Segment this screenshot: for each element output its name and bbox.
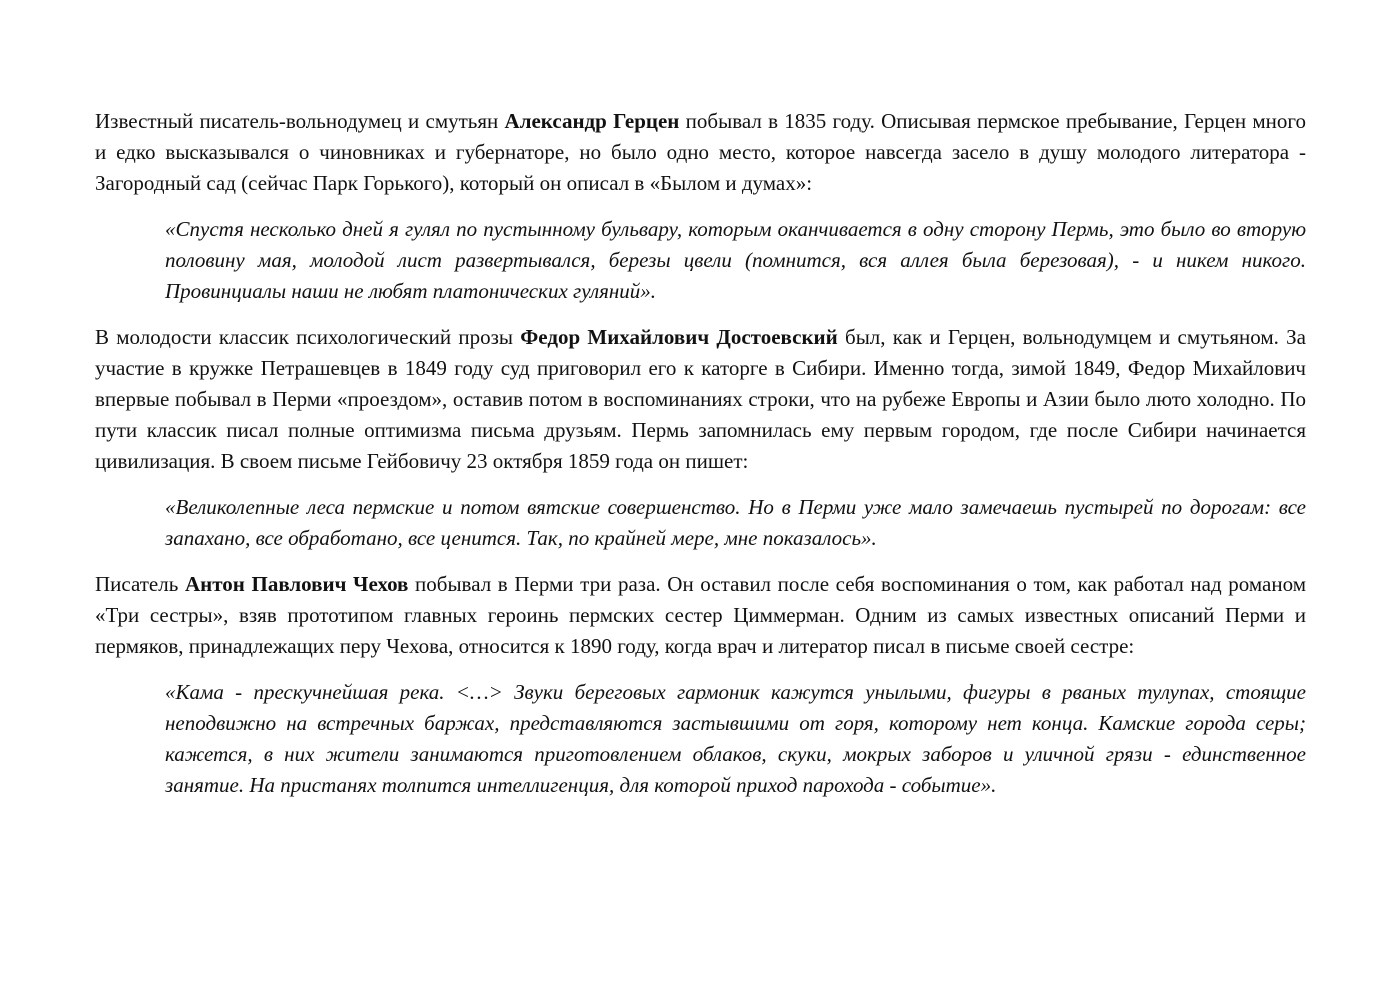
paragraph-dostoevsky-body: был, как и Герцен, вольнодумцем и смутьяном. За участие в кружке Петрашевцев в 1849 году суд приговорил его к каторге в Сибири. Именно тогда, зимой 1849, Федор Михайлович впервые побывал в Перми «проездом», оставив потом в воспоминаниях строки, что на рубеже Европы и Азии было люто холодно. По пути классик писал полные оптимизма письма друзьям. Пермь запомнилась ему первым городом, где после Сибири начинается цивилизация. В своем письме Гейбовичу 23 октября 1859 года он пишет: [95,325,1307,473]
paragraph-herzen-body: побывал в 1835 году. Описывая пермское пребывание, Герцен много и едко высказывался о чиновниках и губернаторе, но было одно место, которое навсегда засело в душу молодого литератора - Загородный сад (сейчас Парк Горького), который он описал в «Былом и думах»: [95,109,1306,195]
paragraph-chekhov-body: побывал в Перми три раза. Он оставил после себя воспоминания о том, как работал над романом «Три сестры», взяв прототипом главных героинь пермских сестер Циммерман. Одним из самых известных описаний Перми и пермяков, принадлежащих перу Чехова, относится к 1890 году, когда врач и литератор писал в письме своей сестре: [95,572,1306,658]
paragraph-herzen [95,106,1306,199]
quote-dostoevsky: «Великолепные леса пермские и потом вятские совершенство. Но в Перми уже мало замечаешь пустырей по дорогам: все запахано, все обработано, все ценится. Так, по крайней мере, мне показалось». [165,495,1306,550]
paragraph-dostoevsky [95,322,1306,477]
paragraph-chekhov [95,569,1306,662]
paragraph-dostoevsky-intro: В молодости классик психологический прозы [95,325,521,349]
paragraph-herzen-intro: Известный писатель-вольнодумец и смутьян [95,109,505,133]
paragraph-chekhov-intro: Писатель [95,572,185,596]
quote-herzen: «Спустя несколько дней я гулял по пустынному бульвару, которым оканчивается в одну сторону Пермь, это было во вторую половину мая, молодой лист развертывался, березы цвели (помнится, вся аллея была березовая), - и никем никого. Провинциалы наши не любят платонических гуляний». [165,217,1306,303]
quote-chekhov: «Кама - прескучнейшая река. <…> Звуки береговых гармоник кажутся унылыми, фигуры в рваных тулупах, стоящие неподвижно на встречных баржах, представляются застывшими от горя, которому нет конца. Камские города серы; кажется, в них жители занимаются приготовлением облаков, скуки, мокрых заборов и уличной грязи - единственное занятие. На пристанях толпится интеллигенция, для которой приход парохода - событие». [165,680,1306,797]
name-chekhov: Антон Павлович Чехов [184,572,409,596]
document-page [95,106,1306,816]
name-dostoevsky: Федор Михайлович Достоевский [520,325,838,349]
name-herzen: Александр Герцен [504,109,680,133]
